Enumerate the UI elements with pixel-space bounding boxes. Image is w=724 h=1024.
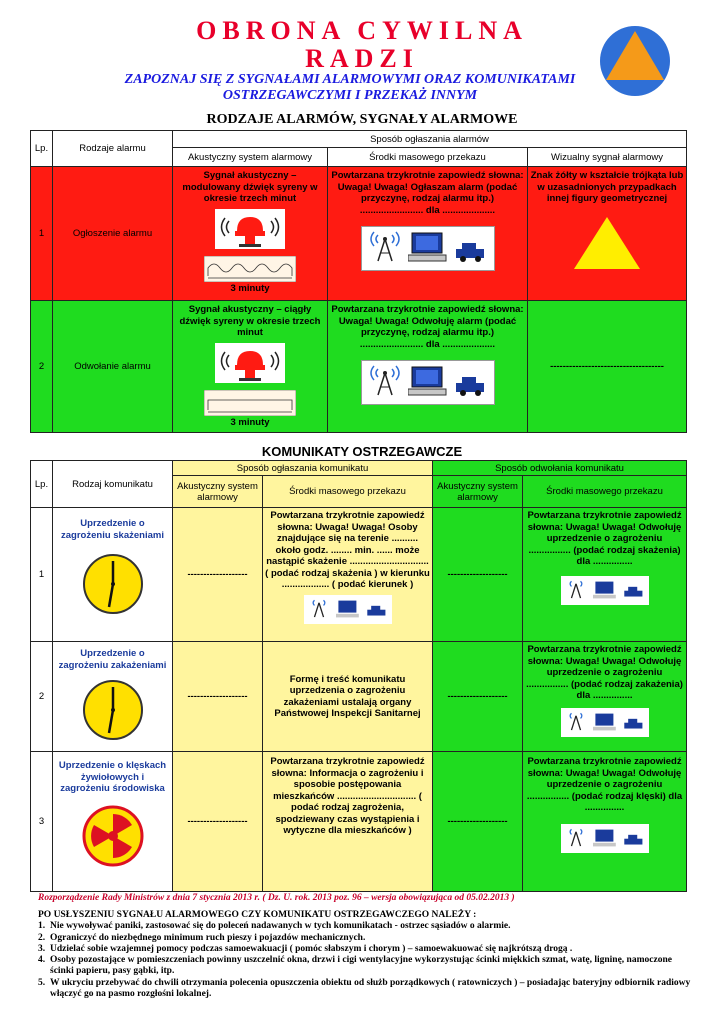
warning-media-text: Formę i treść komunikatu uprzedzenia o zagrożeniu zakażeniami ustalają organy Państwowej Inspekcji Sanitarnej [263,642,433,752]
list-item [38,921,698,932]
radio-mast-icon [565,710,587,732]
warning-lp: 1 [31,508,53,642]
warnings-header-cancel-acoustic: Akustyczny system alarmowy [433,476,523,508]
computer-icon [593,712,617,732]
warning-cancel-media-cell [523,508,687,642]
loudspeaker-car-icon [623,832,645,848]
alarm-visual-text: ------------------------------------ [528,301,687,433]
warning-cancel-media-cell [523,752,687,892]
alarm-name: Ogłoszenie alarmu [53,167,173,301]
warnings-header-announce: Sposób ogłaszania komunikatu [173,461,433,476]
loudspeaker-car-icon [366,603,388,619]
media-icons [561,576,649,605]
page-title-line2: RADZI [305,44,419,73]
warning-name: Uprzedzenie o klęskach żywiołowych i zagrożeniu środowiska [58,760,167,794]
item-number: 5. [38,977,46,988]
warning-cancel-media-text: Powtarzana trzykrotnie zapowiedź słowna: Uwaga! Uwaga! Odwołuję uprzedzenie o zagrożeniu ................ (podać rodzaj skażenia) dla ............... [527,510,682,567]
warning-name-cell [53,752,173,892]
alarm-visual-cell [528,167,687,301]
alarm-media-text: Powtarzana trzykrotnie zapowiedź słowna: Uwaga! Uwaga! Ogłaszam alarm (podać przyczynę, rodzaj alarmu itp.) ........................ dla .................... [331,170,524,216]
media-icons [361,226,495,271]
computer-icon [593,580,617,600]
alarm-visual-text: Znak żółty w kształcie trójkąta lub w uzasadnionych przypadkach innej figury geometrycznej [530,170,684,204]
list-item [38,955,698,978]
radio-mast-icon [368,231,402,263]
warnings-header-cancel: Sposób odwołania komunikatu [433,461,687,476]
alarm-media-text: Powtarzana trzykrotnie zapowiedź słowna: Uwaga! Uwaga! Odwołuję alarm (podać przyczynę, rodzaj alarmu itp.) ........................ dla .................... [331,304,524,350]
warning-acoustic: ------------------- [173,642,263,752]
loudspeaker-car-icon [623,584,645,600]
alarm-media-cell [328,301,528,433]
alarms-section-title: RODZAJE ALARMÓW, SYGNAŁY ALARMOWE [206,112,518,127]
instructions [38,910,698,1000]
siren-icon [215,209,285,249]
warning-media-text: Powtarzana trzykrotnie zapowiedź słowna: Informacja o zagrożeniu i sposobie postępowania mieszkańców .............................. ( podać rodzaj zagrożenia, spodziewany czas wystąpienia i wytyczne dla mieszkańców ) [270,756,425,836]
media-icons [361,360,495,405]
alarms-header-acoustic: Akustyczny system alarmowy [173,148,328,167]
warning-lp: 3 [31,752,53,892]
continuous-signal-icon [204,390,296,416]
subtitle-line1: ZAPOZNAJ SIĘ Z SYGNAŁAMI ALARMOWYMI ORAZ KOMUNIKATAMI [124,72,576,87]
item-number: 3. [38,943,46,954]
civil-defense-logo-icon [596,22,674,100]
list-item [38,978,698,1001]
alarms-header-visual: Wizualny sygnał alarmowy [528,148,687,167]
warning-acoustic: ------------------- [173,752,263,892]
computer-icon [408,231,448,263]
table-row [31,167,687,301]
warning-cancel-media-text: Powtarzana trzykrotnie zapowiedź słowna: Uwaga! Uwaga! Odwołuję uprzedzenie o zagrożeniu ................ (podać rodzaj zakażenia) dla ............... [526,644,683,701]
subtitle-line2: OSTRZEGAWCZYMI I PRZEKAŻ INNYM [222,88,478,103]
page-title-line1: OBRONA CYWILNA [196,16,528,45]
regulation-note: Rozporządzenie Rady Ministrów z dnia 7 stycznia 2013 r. ( Dz. U. rok. 2013 poz. 96 – wersja obowiązująca od 05.02.2013 ) [38,893,515,903]
table-row [31,642,687,752]
warning-acoustic: ------------------- [173,508,263,642]
media-icons [304,595,392,624]
alarm-lp: 1 [31,167,53,301]
warning-cancel-acoustic: ------------------- [433,508,523,642]
page-subtitle [60,72,640,104]
warnings-table [30,460,687,892]
alarm-lp: 2 [31,301,53,433]
media-icons [561,708,649,737]
computer-icon [336,599,360,619]
alarm-acoustic-cell [173,301,328,433]
alarm-acoustic-text: Sygnał akustyczny – ciągły dźwięk syreny w okresie trzech minut [179,304,321,338]
warning-name-cell [53,508,173,642]
radio-mast-icon [565,826,587,848]
warning-media-text: Powtarzana trzykrotnie zapowiedź słowna: Uwaga! Uwaga! Osoby znajdujące się na terenie .......... około godz. ........ min. ...... może nastąpić skażenie .............................. ( podać rodzaj skażenia ) w kierunku .................. ( podać kierunek ) [265,510,430,590]
warning-name: Uprzedzenie o zagrożeniu skażeniami [61,518,164,541]
warning-cancel-acoustic: ------------------- [433,642,523,752]
radio-mast-icon [368,365,402,397]
item-text: Osoby pozostające w pomieszczeniach powinny uszczelnić okna, drzwi i cigi wentylacyjne wykorzystując ścinki miękkich szmat, watę, ligninę, namoczone ścinki papieru, pasy gąbki, itp. [50,955,672,977]
warnings-header-acoustic: Akustyczny system alarmowy [173,476,263,508]
item-number: 4. [38,955,46,966]
item-number: 1. [38,921,46,932]
radio-mast-icon [308,597,330,619]
alarms-header-lp: Lp. [31,131,53,167]
siren-icon [215,343,285,383]
computer-icon [408,365,448,397]
item-number: 2. [38,932,46,943]
warnings-header-lp: Lp. [31,461,53,508]
warnings-header-cancel-media: Środki masowego przekazu [523,476,687,508]
warning-name-cell [53,642,173,752]
warning-cancel-acoustic: ------------------- [433,752,523,892]
warning-media-cell [263,752,433,892]
list-item [38,944,698,955]
instructions-header: PO USŁYSZENIU SYGNAŁU ALARMOWEGO CZY KOMUNIKATU OSTRZEGAWCZEGO NALEŻY : [38,910,477,920]
warnings-header-media: Środki masowego przekazu [263,476,433,508]
modulated-signal-icon [204,256,296,282]
alarms-header-method: Sposób ogłaszania alarmów [173,131,687,148]
warning-name: Uprzedzenie o zagrożeniu zakażeniami [58,648,167,671]
table-row [31,301,687,433]
loudspeaker-car-icon [454,373,488,397]
computer-icon [593,828,617,848]
list-item [38,933,698,944]
alarms-header-media: Środki masowego przekazu [328,148,528,167]
item-text: Udzielać sobie wzajemnej pomocy podczas samoewakuacji ( pomóc słabszym i chorym ) – samoewakuować się najkrótszą drogą . [50,943,573,954]
loudspeaker-car-icon [623,716,645,732]
warning-triangle-icon [572,215,642,271]
item-text: W ukryciu przebywać do chwili otrzymania polecenia opuszczenia obiektu od służb porządkowych ( ratowniczych ) – posiadając bateryjny odbiornik radiowy włączyć go na pasmo rozgłośni lokalnej. [50,977,691,1000]
warning-cancel-media-cell [523,642,687,752]
table-row [31,752,687,892]
warnings-header-type: Rodzaj komunikatu [53,461,173,508]
alarm-duration: 3 minuty [230,416,270,428]
item-text: Ograniczyć do niezbędnego minimum ruch pieszy i pojazdów mechanicznych. [50,932,366,943]
alarms-table [30,130,687,433]
radio-mast-icon [565,578,587,600]
table-row [31,508,687,642]
hazard-symbol-icon [82,805,144,867]
media-icons [561,824,649,853]
alarm-acoustic-cell [173,167,328,301]
alarms-header-type: Rodzaje alarmu [53,131,173,167]
clock-icon [82,553,144,615]
warnings-section-title: KOMUNIKATY OSTRZEGAWCZE [261,444,463,459]
warning-media-cell [263,508,433,642]
alarm-name: Odwołanie alarmu [53,301,173,433]
clock-icon [82,679,144,741]
warning-lp: 2 [31,642,53,752]
item-text: Nie wywoływać paniki, zastosować się do poleceń nadawanych w tych komunikatach - ostrzec sąsiadów o alarmie. [50,921,511,932]
alarm-media-cell [328,167,528,301]
warning-cancel-media-text: Powtarzana trzykrotnie zapowiedź słowna: Uwaga! Uwaga! Odwołuję uprzedzenie o zagrożeniu ................ (podać rodzaj klęski) dla ............... [526,756,683,813]
alarm-acoustic-text: Sygnał akustyczny – modulowany dźwięk syreny w okresie trzech minut [182,170,318,204]
loudspeaker-car-icon [454,239,488,263]
alarm-duration: 3 minuty [230,282,270,294]
